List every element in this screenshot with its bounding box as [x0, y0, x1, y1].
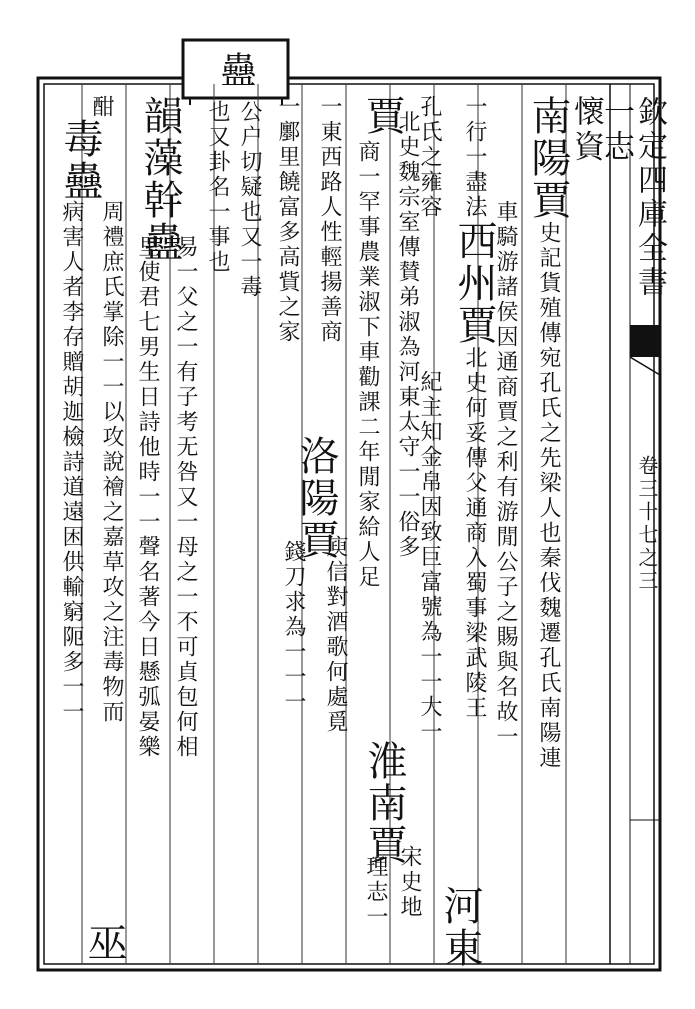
col-10-note: 一鄽里饒富多高貲之家: [275, 95, 300, 345]
col-10-note-2: 錢刀求為一一一: [281, 540, 306, 715]
headword: 毒蠱: [57, 118, 103, 202]
col-6: [418, 95, 440, 220]
col-14-note: 酣: [89, 95, 114, 120]
col-2-text: 懷資: [568, 95, 604, 165]
col-3: [525, 95, 571, 771]
fish-tail-mark: [630, 325, 660, 357]
col-8-note-2: 宋史地: [397, 845, 422, 920]
col-4-note: 車騎游諸侯因通商賈之利有游閒公子之賜與名故一: [493, 200, 518, 750]
col-1-text: 一志: [598, 95, 634, 165]
headword: 巫: [81, 922, 127, 964]
col-9-note-2: 庾信對酒歌何處覓: [323, 535, 348, 735]
col-9-note-3: 理志一: [363, 855, 388, 930]
col-11-note-2: 公户切疑也又一毒: [237, 100, 262, 300]
col-13-note: 里使君七男生日詩他時一一聲名著今日懸弧晏樂: [135, 235, 160, 760]
book-title: 欽定四庫全書: [632, 96, 667, 300]
headword: 南陽賈: [525, 95, 571, 221]
col-5: [451, 95, 497, 721]
col-11-note: 也又卦名一事也: [205, 100, 230, 275]
col-12-note: 易一父之一有子考无咎又一母之一不可貞包何相: [173, 235, 198, 760]
col-5-note-2: 北史何妥傳父通商入蜀事梁武陵王: [462, 346, 487, 721]
col-6-note-2: 紀主知金帛因致巨富號為一一大一: [417, 370, 442, 745]
col-14-note-2: 周禮庶氏掌除一一以攻說禬之嘉草攻之注毒物而: [99, 200, 124, 725]
headword: 韻藻幹蠱: [137, 95, 183, 263]
col-9-note: 一東西路人性輕揚善商: [317, 95, 342, 345]
col-8-note: 商一罕事農業淑下車勸課二年閒家給人足: [355, 140, 380, 590]
col-7-note: 北史魏宗室傳賛弟淑為河東太守一一俗多: [395, 110, 420, 560]
headword: 河東: [437, 885, 483, 969]
volume-label: 卷三十七之三: [635, 455, 659, 593]
col-15-note: 病害人者李存贈胡迦檢詩道遠困供輸窮阨多一一: [59, 200, 84, 725]
col-3-note: 史記貨殖傳宛孔氏之先梁人也秦伐魏遷孔氏南陽連: [536, 221, 561, 771]
headword: 洛陽賈: [293, 435, 339, 561]
col-6-note: 孔氏之雍容: [417, 95, 442, 220]
headword: 西州賈: [451, 220, 497, 346]
headword: 賈: [359, 95, 405, 137]
tab-headword: 蠱: [215, 51, 256, 87]
headword: 淮南賈: [361, 740, 407, 866]
col-5-note: 一行一盡法: [462, 95, 487, 220]
